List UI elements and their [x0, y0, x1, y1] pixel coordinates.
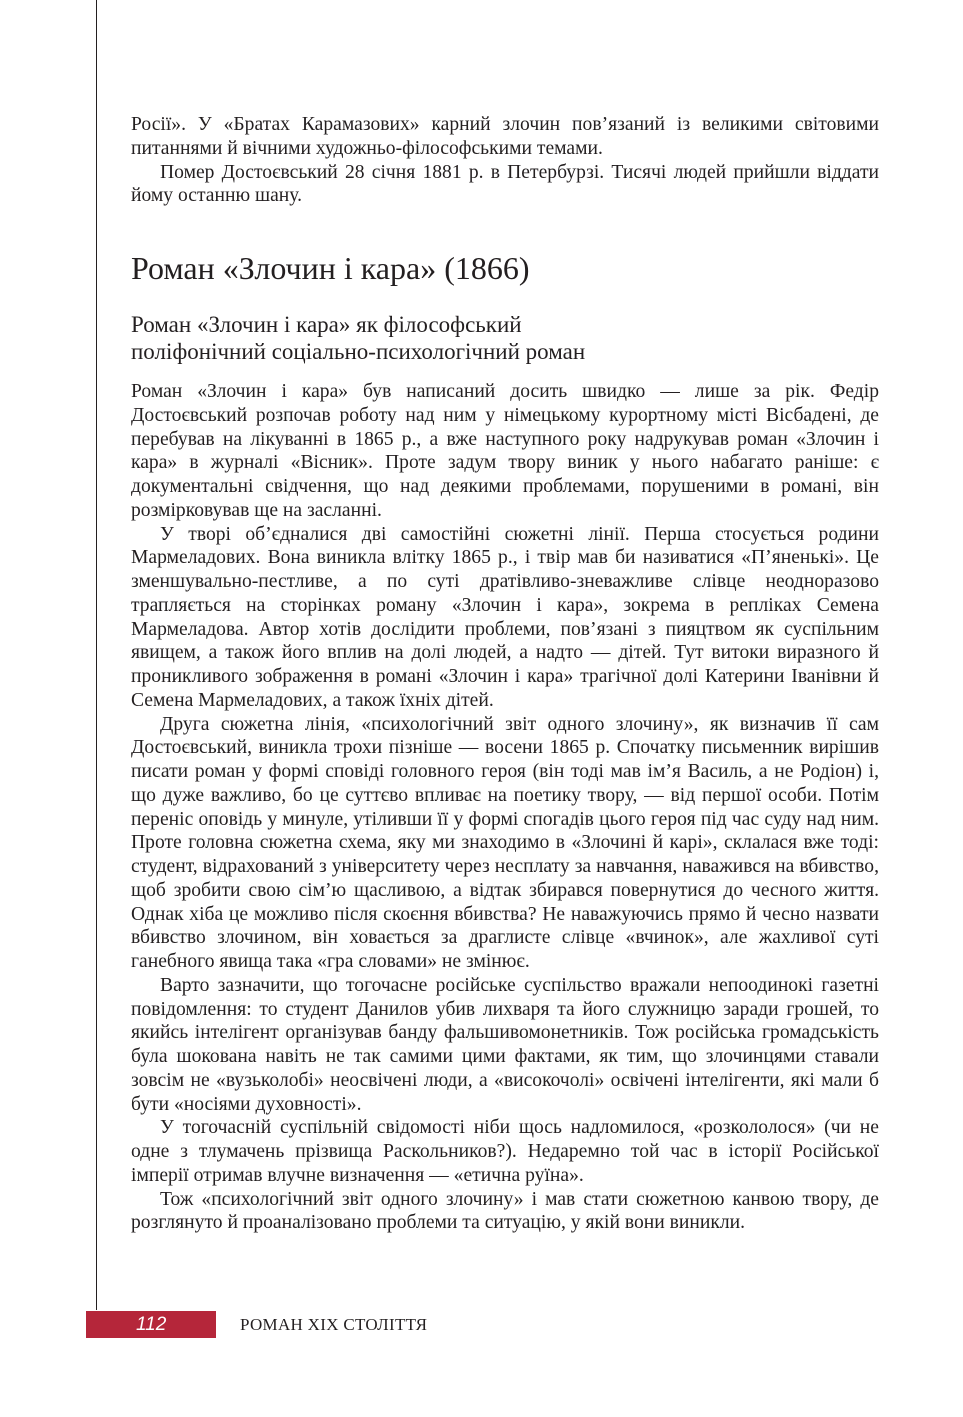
- subtitle-line-1: Роман «Злочин і кара» як філософський: [131, 312, 522, 337]
- section-subtitle: [131, 311, 879, 365]
- body-paragraph-6: Тож «психологічний звіт одного злочину» і мав стати сюжетною канвою твору, де розглянуто й проаналізовано проблеми та ситуацію, у якій вони виникли.: [131, 1188, 879, 1234]
- intro-paragraph-1: Росії». У «Братах Карамазових» карний злочин пов’язаний із великими світовими питаннями й вічними художньо-філософськими темами.: [131, 114, 879, 159]
- margin-rule: [96, 0, 97, 1310]
- body-paragraph-5: У тогочасній суспільній свідомості ніби щось надломилося, «розкололося» (чи не одне з тлумачень прізвища Раскольников?). Недаремно той час в історії Російської імперії отримав влучне визначення — «етична руїна».: [131, 1117, 879, 1186]
- subtitle-line-2: поліфонічний соціально-психологічний роман: [131, 339, 586, 364]
- section-title: Роман «Злочин і кара» (1866): [131, 250, 530, 286]
- intro-paragraph-2: Помер Достоєвський 28 січня 1881 р. в Петербурзі. Тисячі людей прийшли віддати йому останню шану.: [131, 161, 879, 207]
- running-title: РОМАН XIX СТОЛІТТЯ: [240, 1315, 428, 1334]
- body-paragraph-1: Роман «Злочин і кара» був написаний досить швидко — лише за рік. Федір Достоєвський розпочав роботу над ним у німецькому курортному місті Вісбадені, де перебував на лікуванні в 1865 р., а вже наступного року надрукував роман «Злочин і кара» в журналі «Вісник». Проте задум твору виник у нього набагато раніше: є документальні свідчення, що над деякими проблемами, порушеними в романі, він розмірковував ще на засланні.: [131, 381, 879, 521]
- section-body: [131, 380, 879, 1235]
- body-paragraph-3: Друга сюжетна лінія, «психологічний звіт одного злочину», як визначив її сам Достоєвський, виникла трохи пізніше — восени 1865 р. Спочатку письменник вирішив писати роман у формі сповіді головного героя (він тоді мав ім’я Василь, а не Родіон) і, що дуже важливо, бо це суттєво впливає на поетику твору, — від першої особи. Потім переніс оповідь у минуле, утіливши її у формі спогадів цього героя під час суду над ним. Проте головна сюжетна схема, яку ми знаходимо в «Злочині й карі», склалася вже тоді: студент, відрахований з університету через несплату за навчання, наважився на вбивство, щоб зробити свою сім’ю щасливою, а відтак збирався повернутися до чесного життя. Однак хіба це можливо після скоєння вбивства? Не наважуючись прямо й чесно назвати вбивство злочином, він ховається за драглисте слівце «вчинок», але жахливої суті ганебного явища така «гра словами» не змінює.: [131, 713, 879, 972]
- page-content: [131, 113, 879, 1235]
- page-number: 112: [136, 1314, 167, 1335]
- body-paragraph-4: Варто зазначити, що тогочасне російське суспільство вражали непоодинокі газетні повідомлення: то студент Данилов убив лихваря та його служницю заради грошей, то якийсь інтелігент організував банду фальшивомонетників. Тож російська громадськість була шокована навіть не так самими цими фактами, як тим, що злочинцями ставали зовсім не «вузьколобі» неосвічені люди, а «високочолі» освічені інтелігенти, які мали б бути «носіями духовності».: [131, 974, 879, 1115]
- body-paragraph-2: У творі об’єдналися дві самостійні сюжетні лінії. Перша стосується родини Мармеладових. Вона виникла влітку 1865 р., і твір мав би називатися «П’яненькі». Це зменшувально-пестливе, а по суті дратівливо-зневажливе слівце неодноразово трапляється на сторінках роману «Злочин і кара», зокрема в репліках Семена Мармеладова. Автор хотів дослідити проблеми, пов’язані з пияцтвом як суспільним явищем, а також його вплив на долі людей, а надто — дітей. Тут витоки виразного й проникливого зображення в романі «Злочин і кара» трагічної долі Катерини Іванівни й Семена Мармеладових, а також їхніх дітей.: [131, 523, 879, 711]
